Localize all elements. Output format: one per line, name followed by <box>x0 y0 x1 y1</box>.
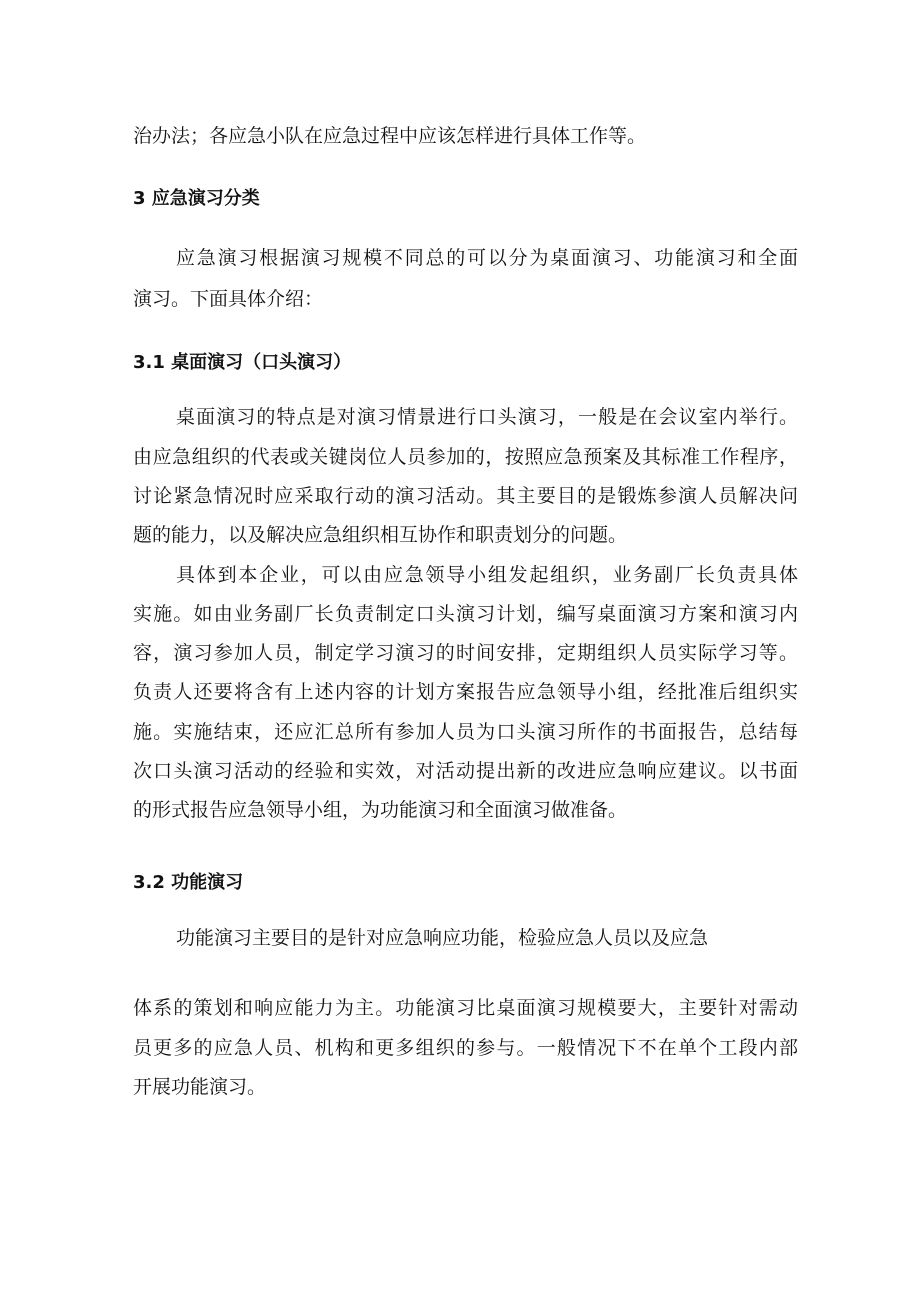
section-3-1-paragraph-line: 桌面演习的特点是对演习情景进行口头演习，一般是在会议室内举行。 <box>176 406 798 428</box>
section-3-1-heading: 3.1 桌面演习（口头演习） <box>133 352 352 373</box>
section-3-2-paragraph-line: 体系的策划和响应能力为主。功能演习比桌面演习规模要大，主要针对需动 <box>133 997 798 1019</box>
section-3-1-paragraph-line: 施。实施结束，还应汇总所有参加人员为口头演习所作的书面报告，总结每 <box>133 721 798 743</box>
section-3-1-paragraph-line: 讨论紧急情况时应采取行动的演习活动。其主要目的是锻炼参演人员解决问 <box>133 485 798 507</box>
section-3-1-paragraph-line: 具体到本企业，可以由应急领导小组发起组织，业务副厂长负责具体 <box>176 564 798 586</box>
section-3-1-paragraph-line: 题的能力，以及解决应急组织相互协作和职责划分的问题。 <box>133 524 628 546</box>
section-3-1-paragraph-line: 容，演习参加人员，制定学习演习的时间安排，定期组织人员实际学习等。 <box>133 642 798 664</box>
section-3-1-paragraph-line: 由应急组织的代表或关键岗位人员参加的，按照应急预案及其标准工作程序， <box>133 446 798 468</box>
section-3-1-paragraph-line: 的形式报告应急领导小组，为功能演习和全面演习做准备。 <box>133 799 628 821</box>
section-3-heading: 3 应急演习分类 <box>133 188 260 209</box>
section-3-2-paragraph-line: 功能演习主要目的是针对应急响应功能，检验应急人员以及应急 <box>176 927 709 949</box>
section-3-1-paragraph-line: 次口头演习活动的经验和实效，对活动提出新的改进应急响应建议。以书面 <box>133 760 798 782</box>
section-3-2-paragraph-line: 员更多的应急人员、机构和更多组织的参与。一般情况下不在单个工段内部 <box>133 1037 798 1059</box>
section-3-intro-line: 演习。下面具体介绍： <box>133 288 324 310</box>
section-3-intro-line: 应急演习根据演习规模不同总的可以分为桌面演习、功能演习和全面 <box>176 247 798 269</box>
continuation-line: 治办法；各应急小队在应急过程中应该怎样进行具体工作等。 <box>133 125 647 147</box>
section-3-2-heading: 3.2 功能演习 <box>133 872 244 893</box>
section-3-1-paragraph-line: 负责人还要将含有上述内容的计划方案报告应急领导小组，经批准后组织实 <box>133 681 798 703</box>
section-3-2-paragraph-line: 开展功能演习。 <box>133 1076 267 1098</box>
section-3-1-paragraph-line: 实施。如由业务副厂长负责制定口头演习计划，编写桌面演习方案和演习内 <box>133 603 798 625</box>
